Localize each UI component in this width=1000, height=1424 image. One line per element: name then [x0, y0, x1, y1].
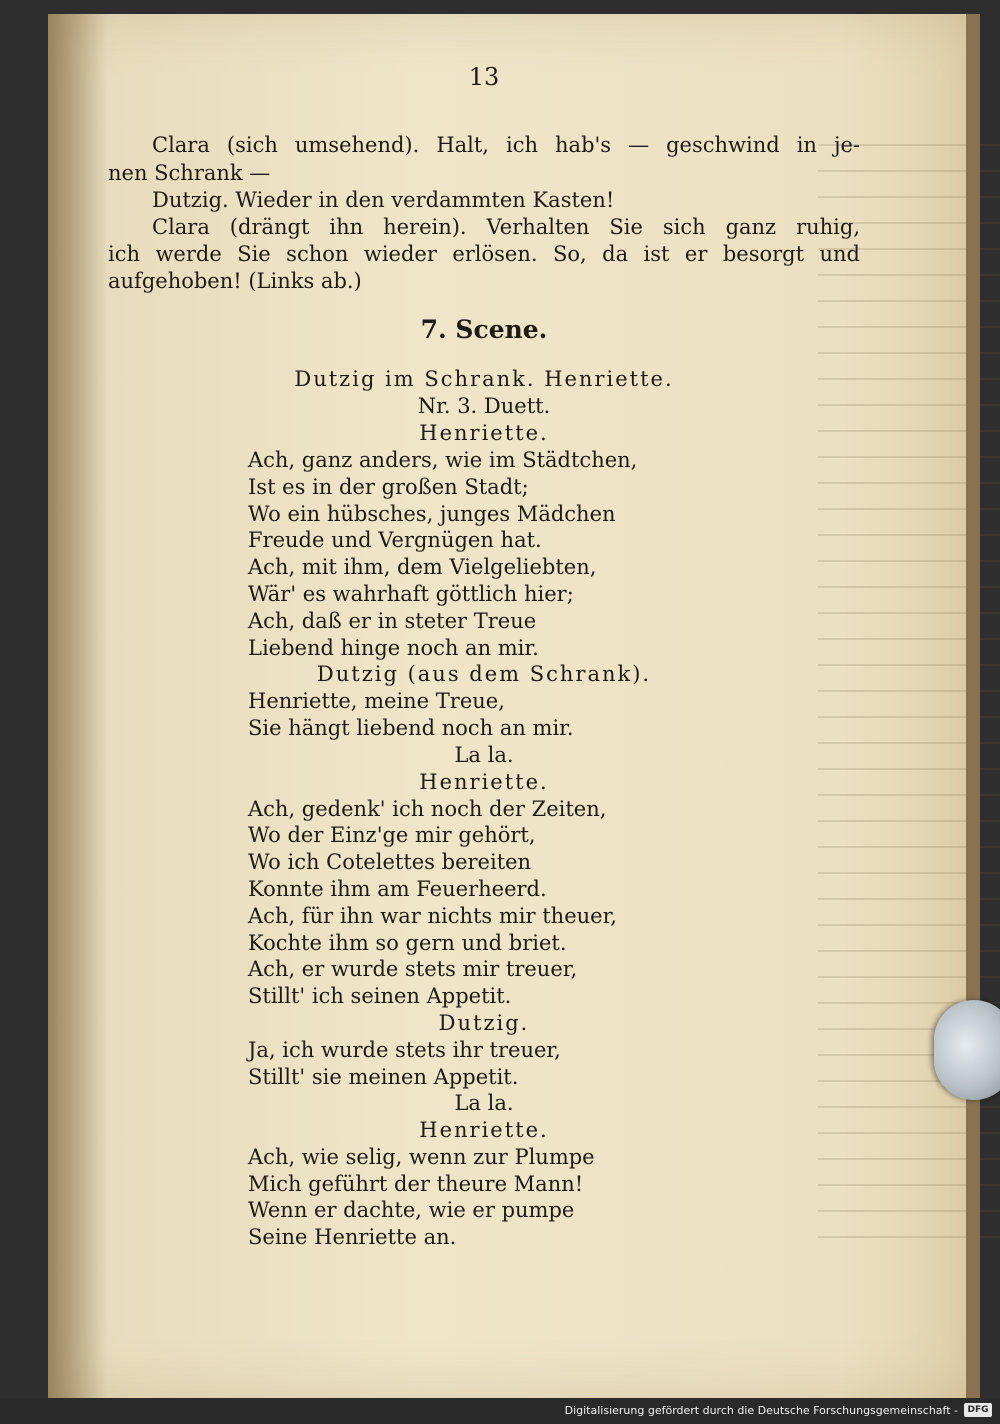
page-number: 13: [468, 63, 500, 91]
verse-line: Wenn er dachte, wie er pumpe: [248, 1198, 575, 1222]
verse-line: Ja, ich wurde stets ihr treuer,: [248, 1038, 561, 1062]
refrain-line: La la.: [454, 743, 514, 767]
stage-direction: Dutzig im Schrank. Henriette.: [294, 367, 674, 391]
text-line: Clara (sich umsehend). Halt, ich hab's — geschwind in je-: [152, 133, 860, 157]
speaker-name: Henriette.: [419, 770, 549, 794]
verse-line: Freude und Vergnügen hat.: [248, 528, 542, 552]
verse-line: Wär' es wahrhaft göttlich hier;: [248, 582, 574, 606]
text-line: Dutzig. Wieder in den verdammten Kasten!: [152, 188, 615, 212]
speaker-name: Henriette.: [419, 421, 549, 445]
verse-line: Wo ein hübsches, junges Mädchen: [248, 502, 616, 526]
speaker-name: Dutzig.: [438, 1011, 530, 1035]
verse-line: Wo der Einz'ge mir gehört,: [248, 823, 536, 847]
text-line: aufgehoben! (Links ab.): [108, 269, 362, 293]
page-gutter-shadow: [48, 14, 108, 1398]
verse-line: Konnte ihm am Feuerheerd.: [248, 877, 547, 901]
verse-line: Sie hängt liebend noch an mir.: [248, 716, 574, 740]
verse-line: Wo ich Cotelettes bereiten: [248, 850, 532, 874]
verse-line: Stillt' sie meinen Appetit.: [248, 1065, 519, 1089]
speaker-name: Henriette.: [419, 1118, 549, 1142]
verse-line: Ach, ganz anders, wie im Städtchen,: [248, 448, 638, 472]
scene-title: 7. Scene.: [420, 315, 548, 344]
text-line: Clara (drängt ihn herein). Verhalten Sie sich ganz ruhig,: [152, 215, 860, 239]
refrain-line: La la.: [454, 1091, 514, 1115]
funding-notice: Digitalisierung gefördert durch die Deutsche Forschungsgemeinschaft -: [564, 1404, 958, 1417]
page-edge: [966, 14, 980, 1398]
number-heading: Nr. 3. Duett.: [417, 394, 551, 418]
verse-line: Stillt' ich seinen Appetit.: [248, 984, 512, 1008]
book-page: [48, 14, 980, 1398]
verse-line: Ist es in der großen Stadt;: [248, 475, 529, 499]
speaker-name: Dutzig (aus dem Schrank).: [316, 662, 652, 686]
verse-line: Kochte ihm so gern und briet.: [248, 931, 567, 955]
footer-bar: [0, 1398, 1000, 1424]
verse-line: Ach, wie selig, wenn zur Plumpe: [248, 1145, 595, 1169]
verse-line: Seine Henriette an.: [248, 1225, 457, 1249]
verse-line: Ach, er wurde stets mir treuer,: [248, 957, 578, 981]
verse-line: Liebend hinge noch an mir.: [248, 636, 539, 660]
verse-line: Ach, mit ihm, dem Vielgeliebten,: [248, 555, 597, 579]
verse-line: Ach, gedenk' ich noch der Zeiten,: [248, 797, 607, 821]
verse-line: Ach, daß er in steter Treue: [248, 609, 537, 633]
dfg-logo: DFG: [964, 1403, 992, 1417]
verse-line: Mich geführt der theure Mann!: [248, 1172, 584, 1196]
verse-line: Ach, für ihn war nichts mir theuer,: [248, 904, 617, 928]
text-line: ich werde Sie schon wieder erlösen. So, da ist er besorgt und: [108, 242, 860, 266]
verse-line: Henriette, meine Treue,: [248, 689, 505, 713]
scanner-thumb-clip: [934, 1000, 1000, 1100]
text-line: nen Schrank —: [108, 161, 271, 185]
